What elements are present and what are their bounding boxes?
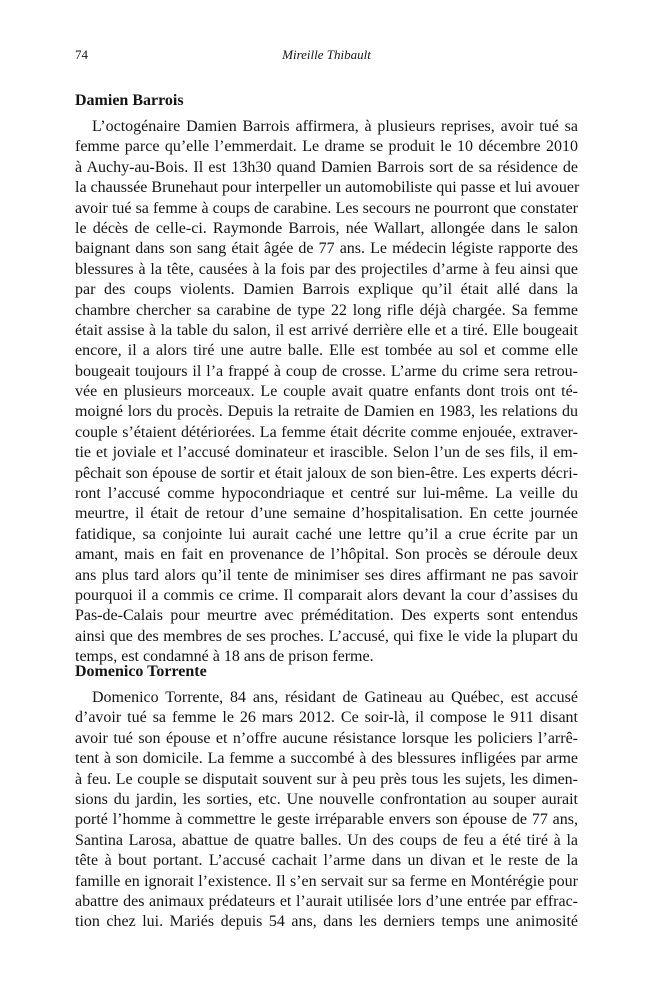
text-line: Domenico Torrente, 84 ans, résidant de Gatineau au Québec, est accusé	[92, 689, 578, 706]
text-line: blessures à la tête, causées à la fois par des projectiles d’arme à feu ainsi que	[75, 260, 578, 278]
text-line: pêchait son épouse de sortir et était jaloux de son bien-être. Les experts décri-	[75, 464, 578, 482]
text-line: avoir tué son épouse et n’offre aucune résistance lorsque les policiers l’arrê-	[75, 729, 578, 747]
text-line: bougeait toujours il l’a frappé à coup de crosse. L’arme du crime sera retrou-	[75, 362, 578, 380]
text-line: abattre des animaux prédateurs et l’aurait utilisée lors d’une entrée par effrac-	[75, 892, 578, 910]
section-body	[75, 688, 578, 933]
text-line: la chaussée Brunehaut pour interpeller un automobiliste qui passe et lui avouer	[75, 179, 580, 197]
text-line: temps, est condamné à 18 ans de prison ferme.	[75, 648, 374, 666]
text-line: tête à bout portant. L’accusé cachait l’arme dans un divan et le reste de la	[75, 852, 578, 870]
text-line: par des coups violents. Damien Barrois explique qu’il était allé dans la	[75, 281, 578, 299]
running-head: Mireille Thibault	[282, 47, 371, 62]
text-line: d’avoir tué sa femme le 26 mars 2012. Ce soir-là, il compose le 911 disant	[75, 709, 578, 727]
text-line: fatidique, sa conjointe lui aurait caché une lettre qu’il a crue écrite par un	[75, 525, 578, 543]
text-line: L’octogénaire Damien Barrois affirmera, à plusieurs reprises, avoir tué sa	[92, 118, 578, 135]
text-line: famille en ignorait l’existence. Il s’en servait sur sa ferme en Montérégie pour	[75, 872, 578, 890]
text-line: tent à son domicile. La femme a succombé à des blessures infligées par arme	[75, 750, 578, 768]
text-line: tie et joviale et l’accusé dominateur et irascible. Selon l’un de ses fils, il em-	[75, 444, 578, 462]
text-line: ront l’accusé comme hypocondriaque et centré sur lui-même. La veille du	[75, 485, 578, 503]
text-line: vée en plusieurs morceaux. Le couple avait quatre enfants dont trois ont té-	[75, 383, 578, 401]
text-line: Santina Larosa, abattue de quatre balles. Un des coups de feu a été tiré à la	[75, 831, 578, 849]
text-line: femme parce qu’elle l’emmerdait. Le drame se produit le 10 décembre 2010	[75, 138, 578, 156]
section-title: Damien Barrois	[75, 92, 184, 109]
text-line: à Auchy-au-Bois. Il est 13h30 quand Damien Barrois sort de sa résidence de	[75, 158, 578, 176]
text-line: baignant dans son sang était âgée de 77 ans. Le médecin légiste rapporte des	[75, 240, 578, 258]
page-number: 74	[75, 47, 88, 62]
text-line: sions du jardin, les sorties, etc. Une nouvelle confrontation au souper aurait	[75, 790, 578, 808]
text-line: le décès de celle-ci. Raymonde Barrois, née Wallart, allongée dans le salon	[75, 219, 578, 237]
text-line: était assise à la table du salon, il est arrivé derrière elle et a tiré. Elle bougeait	[75, 321, 578, 339]
text-line: encore, il a alors tiré une autre balle. Elle est tombée au sol et comme elle	[75, 342, 578, 360]
page-header	[75, 47, 578, 67]
text-line: avoir tué sa femme à coups de carabine. Les secours ne pourront que constater	[75, 199, 578, 217]
text-line: porté l’homme à commettre le geste irréparable envers son épouse de 77 ans,	[75, 811, 578, 829]
text-line: amant, mais en fait en provenance de l’hôpital. Son procès se déroule deux	[75, 546, 578, 564]
text-line: à feu. Le couple se disputait souvent sur à peu près tous les sujets, les dimen-	[75, 770, 578, 788]
text-line: ainsi que des membres de ses proches. L’accusé, qui fixe le vide la plupart du	[75, 627, 578, 645]
section-title: Domenico Torrente	[75, 663, 207, 680]
text-line: tion chez lui. Mariés depuis 54 ans, dans les derniers temps une animosité	[75, 913, 578, 931]
section-body	[75, 117, 578, 668]
text-line: pourquoi il a commis ce crime. Il comparait alors devant la cour d’assises du	[75, 586, 578, 604]
text-line: moigné lors du procès. Depuis la retraite de Damien en 1983, les relations du	[75, 403, 578, 421]
text-line: couple s’étaient détériorées. La femme était décrite comme enjouée, extraver-	[75, 423, 578, 441]
text-line: Pas-de-Calais pour meurtre avec préméditation. Des experts sont entendus	[75, 607, 578, 625]
text-line: chambre chercher sa carabine de type 22 long rifle déjà chargée. Sa femme	[75, 301, 578, 319]
text-line: ans plus tard alors qu’il tente de minimiser ses dires affirmant ne pas savoir	[75, 566, 578, 584]
text-line: meurtre, il était de retour d’une semaine d’hospitalisation. En cette journée	[75, 505, 578, 523]
